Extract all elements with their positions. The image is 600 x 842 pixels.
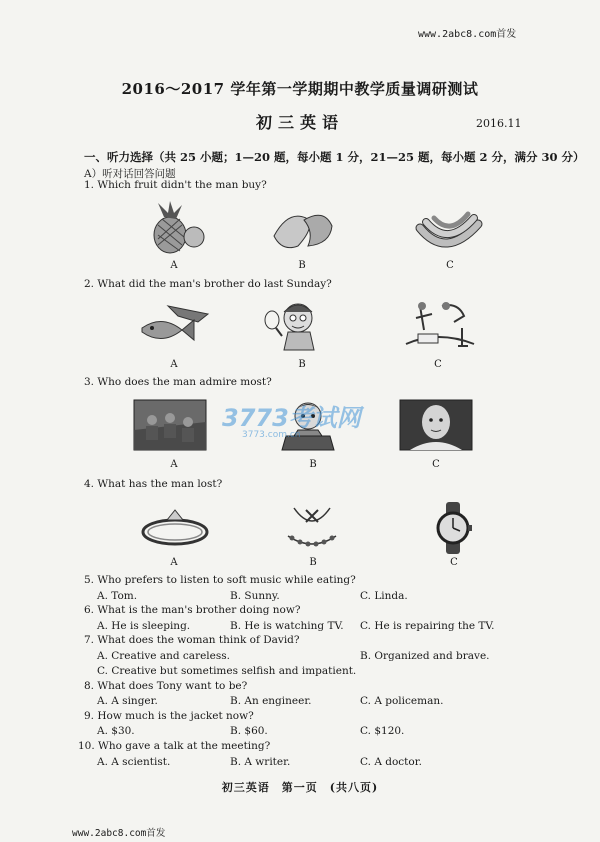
option-a: A. Creative and careless. bbox=[97, 650, 230, 662]
question-10: 10. Who gave a talk at the meeting? bbox=[78, 740, 271, 752]
option-a: A. A singer. bbox=[97, 695, 158, 707]
section-heading: 一、听力选择（共 25 小题；1—20 题，每小题 1 分，21—25 题，每小题 2 分，满分 30 分） bbox=[84, 150, 585, 164]
option-c: C. Creative but sometimes selfish and impatient. bbox=[97, 665, 357, 677]
banana-icon bbox=[416, 208, 482, 254]
question-3: 3. Who does the man admire most? bbox=[84, 376, 272, 388]
soldiers-photo bbox=[134, 400, 206, 450]
option-label: A bbox=[170, 557, 178, 568]
option-b: B. He is watching TV. bbox=[230, 620, 344, 632]
astronaut-photo bbox=[400, 400, 472, 450]
mango-icon bbox=[268, 206, 338, 252]
option-a: A. Tom. bbox=[97, 590, 138, 602]
option-label: A bbox=[170, 359, 178, 370]
option-label: C bbox=[450, 557, 458, 568]
option-a: A. He is sleeping. bbox=[97, 620, 191, 632]
option-b: B. Sunny. bbox=[230, 590, 280, 602]
option-c: C. Linda. bbox=[360, 590, 408, 602]
option-a: A. $30. bbox=[97, 725, 135, 737]
option-label: C bbox=[434, 359, 442, 370]
watermark-bottom: www.2abc8.com首发 bbox=[72, 828, 166, 839]
option-label: B bbox=[298, 260, 306, 271]
option-label: B bbox=[309, 557, 317, 568]
fishing-icon bbox=[138, 302, 212, 350]
ring-icon bbox=[140, 506, 210, 548]
option-b: B. A writer. bbox=[230, 756, 291, 768]
option-c: C. A policeman. bbox=[360, 695, 444, 707]
question-4: 4. What has the man lost? bbox=[84, 478, 223, 490]
option-c: C. $120. bbox=[360, 725, 405, 737]
watermark-center-url: 3773.com.cn bbox=[242, 430, 301, 440]
option-b: B. $60. bbox=[230, 725, 268, 737]
question-5: 5. Who prefers to listen to soft music while eating? bbox=[84, 574, 356, 586]
playing-tennis-icon bbox=[264, 300, 326, 352]
option-label: C bbox=[432, 459, 440, 470]
watermark-center: 3773考试网 bbox=[222, 404, 361, 432]
option-label: B bbox=[309, 459, 317, 470]
option-c: C. He is repairing the TV. bbox=[360, 620, 495, 632]
question-8: 8. What does Tony want to be? bbox=[84, 680, 248, 692]
question-2: 2. What did the man's brother do last Sunday? bbox=[84, 278, 332, 290]
page-footer: 初三英语 第一页 (共八页) bbox=[221, 781, 379, 794]
pineapple-icon bbox=[140, 203, 210, 253]
subject-heading: 初三英语 bbox=[255, 113, 344, 132]
option-label: C bbox=[446, 260, 454, 271]
option-b: B. Organized and brave. bbox=[360, 650, 490, 662]
option-a: A. A scientist. bbox=[97, 756, 171, 768]
question-7: 7. What does the woman think of David? bbox=[84, 634, 300, 646]
option-b: B. An engineer. bbox=[230, 695, 312, 707]
exam-date: 2016.11 bbox=[476, 117, 522, 130]
option-label: B bbox=[298, 359, 306, 370]
exam-title: 2016～2017 学年第一学期期中教学质量调研测试 bbox=[121, 80, 479, 98]
watch-icon bbox=[432, 502, 476, 554]
watermark-top: www.2abc8.com首发 bbox=[418, 29, 517, 40]
subsection-heading: A）听对话回答问题 bbox=[84, 168, 176, 180]
option-c: C. A doctor. bbox=[360, 756, 422, 768]
question-1: 1. Which fruit didn't the man buy? bbox=[84, 179, 267, 191]
cleaning-up-icon bbox=[402, 300, 476, 352]
question-9: 9. How much is the jacket now? bbox=[84, 710, 254, 722]
option-label: A bbox=[170, 459, 178, 470]
option-label: A bbox=[170, 260, 178, 271]
necklace-icon bbox=[284, 500, 340, 556]
question-6: 6. What is the man's brother doing now? bbox=[84, 604, 301, 616]
